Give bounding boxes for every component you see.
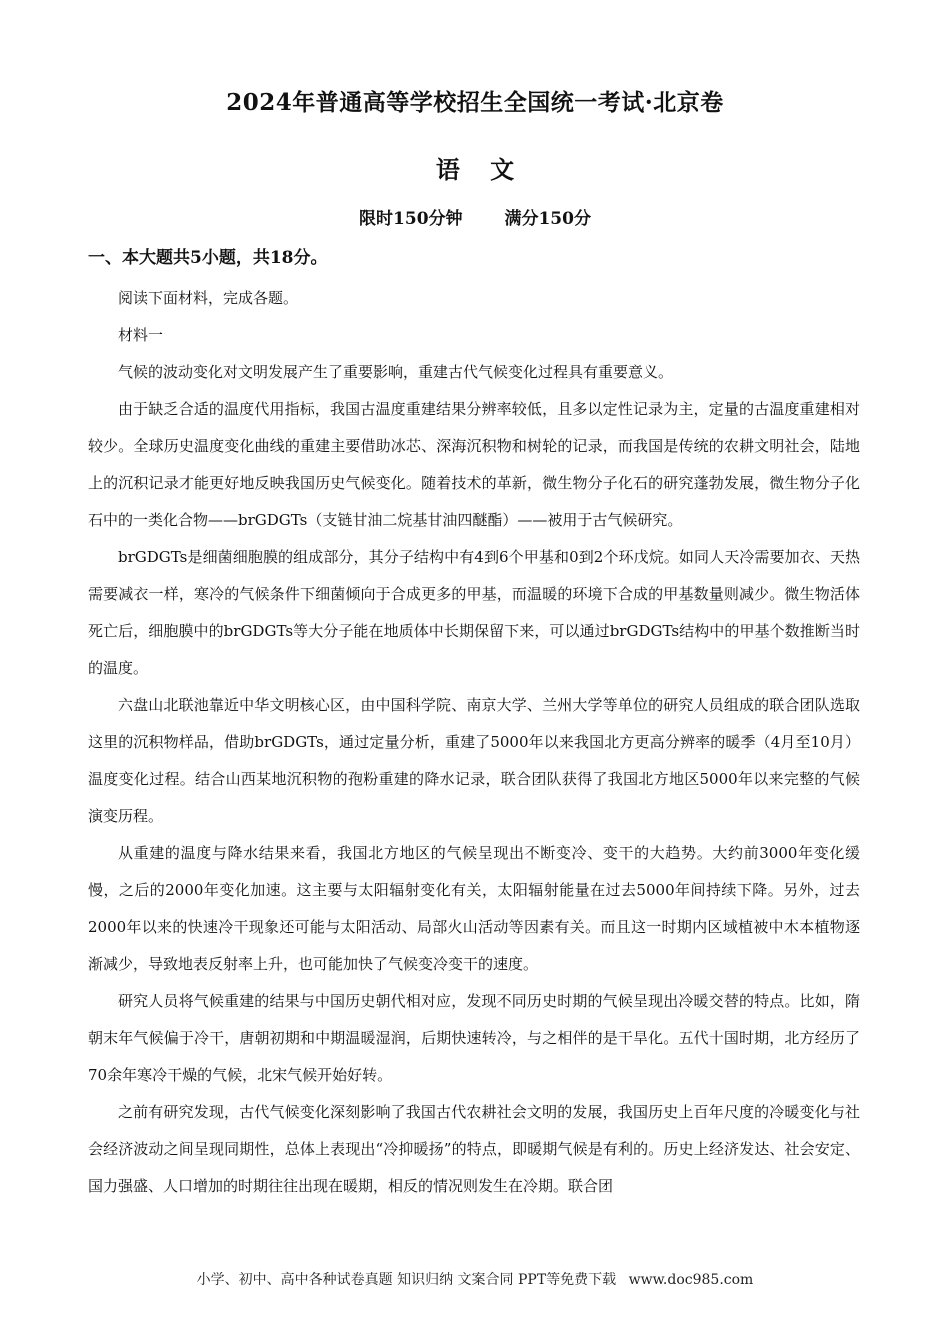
passage-paragraph: 研究人员将气候重建的结果与中国历史朝代相对应，发现不同历史时期的气候呈现出冷暖交替的特点。比如，隋朝末年气候偏于冷干，唐朝初期和中期温暖湿润，后期快速转冷，与之相伴的是干旱化。五代十国时期，北方经历了70余年寒冷干燥的气候，北宋气候开始好转。: [88, 992, 860, 1084]
page-footer: [0, 1269, 950, 1289]
passage-paragraph: brGDGTs是细菌细胞膜的组成部分，其分子结构中有4到6个甲基和0到2个环戊烷。如同人天冷需要加衣、天热需要减衣一样，寒冷的气候条件下细菌倾向于合成更多的甲基，而温暖的环境下合成的甲基数量则减少。微生物活体死亡后，细胞膜中的brGDGTs等大分子能在地质体中长期保留下来，可以通过brGDGTs结构中的甲基个数推断当时的温度。: [88, 548, 860, 677]
subject-heading: 语 文: [435, 155, 515, 184]
passage-paragraph: 从重建的温度与降水结果来看，我国北方地区的气候呈现出不断变冷、变干的大趋势。大约前3000年变化缓慢，之后的2000年变化加速。这主要与太阳辐射变化有关，太阳辐射能量在过去5000年间持续下降。另外，过去2000年以来的快速冷干现象还可能与太阳活动、局部火山活动等因素有关。而且这一时期内区域植被中木本植物逐渐减少，导致地表反射率上升，也可能加快了气候变冷变干的速度。: [88, 844, 860, 973]
passage-paragraph: 气候的波动变化对文明发展产生了重要影响，重建古代气候变化过程具有重要意义。: [118, 363, 674, 381]
passage-paragraph: 六盘山北联池靠近中华文明核心区，由中国科学院、南京大学、兰州大学等单位的研究人员组成的联合团队选取这里的沉积物样品，借助brGDGTs，通过定量分析，重建了5000年以来我国北方更高分辨率的暖季（4月至10月）温度变化过程。结合山西某地沉积物的孢粉重建的降水记录，联合团队获得了我国北方地区5000年以来完整的气候演变历程。: [88, 696, 860, 825]
section-heading: 一、本大题共5小题，共18分。: [88, 248, 328, 268]
passage-paragraph: 由于缺乏合适的温度代用指标，我国古温度重建结果分辨率较低，且多以定性记录为主，定量的古温度重建相对较少。全球历史温度变化曲线的重建主要借助冰芯、深海沉积物和树轮的记录，而我国是传统的农耕文明社会，陆地上的沉积记录才能更好地反映我国历史气候变化。随着技术的革新，微生物分子化石的研究蓬勃发展，微生物分子化石中的一类化合物——brGDGTs（支链甘油二烷基甘油四醚酯）——被用于古气候研究。: [88, 400, 860, 529]
full-score: 满分150分: [504, 209, 591, 229]
instruction-paragraph: 阅读下面材料，完成各题。: [118, 289, 299, 307]
footer-link[interactable]: www.doc985.com: [628, 1272, 754, 1288]
footer-text: 小学、初中、高中各种试卷真题 知识归纳 文案合同 PPT等免费下载: [196, 1272, 617, 1288]
passage-paragraph: 之前有研究发现，古代气候变化深刻影响了我国古代农耕社会文明的发展，我国历史上百年尺度的冷暖变化与社会经济波动之间呈现同期性，总体上表现出“冷抑暖扬”的特点，即暖期气候是有利的。历史上经济发达、社会安定、国力强盛、人口增加的时期往往出现在暖期，相反的情况则发生在冷期。联合团: [88, 1103, 860, 1195]
reading-passage: [88, 280, 860, 1205]
exam-title: 2024年普通高等学校招生全国统一考试·北京卷: [226, 89, 724, 116]
material-label: 材料一: [118, 326, 164, 344]
time-limit: 限时150分钟: [359, 209, 463, 229]
exam-info: [0, 204, 950, 229]
